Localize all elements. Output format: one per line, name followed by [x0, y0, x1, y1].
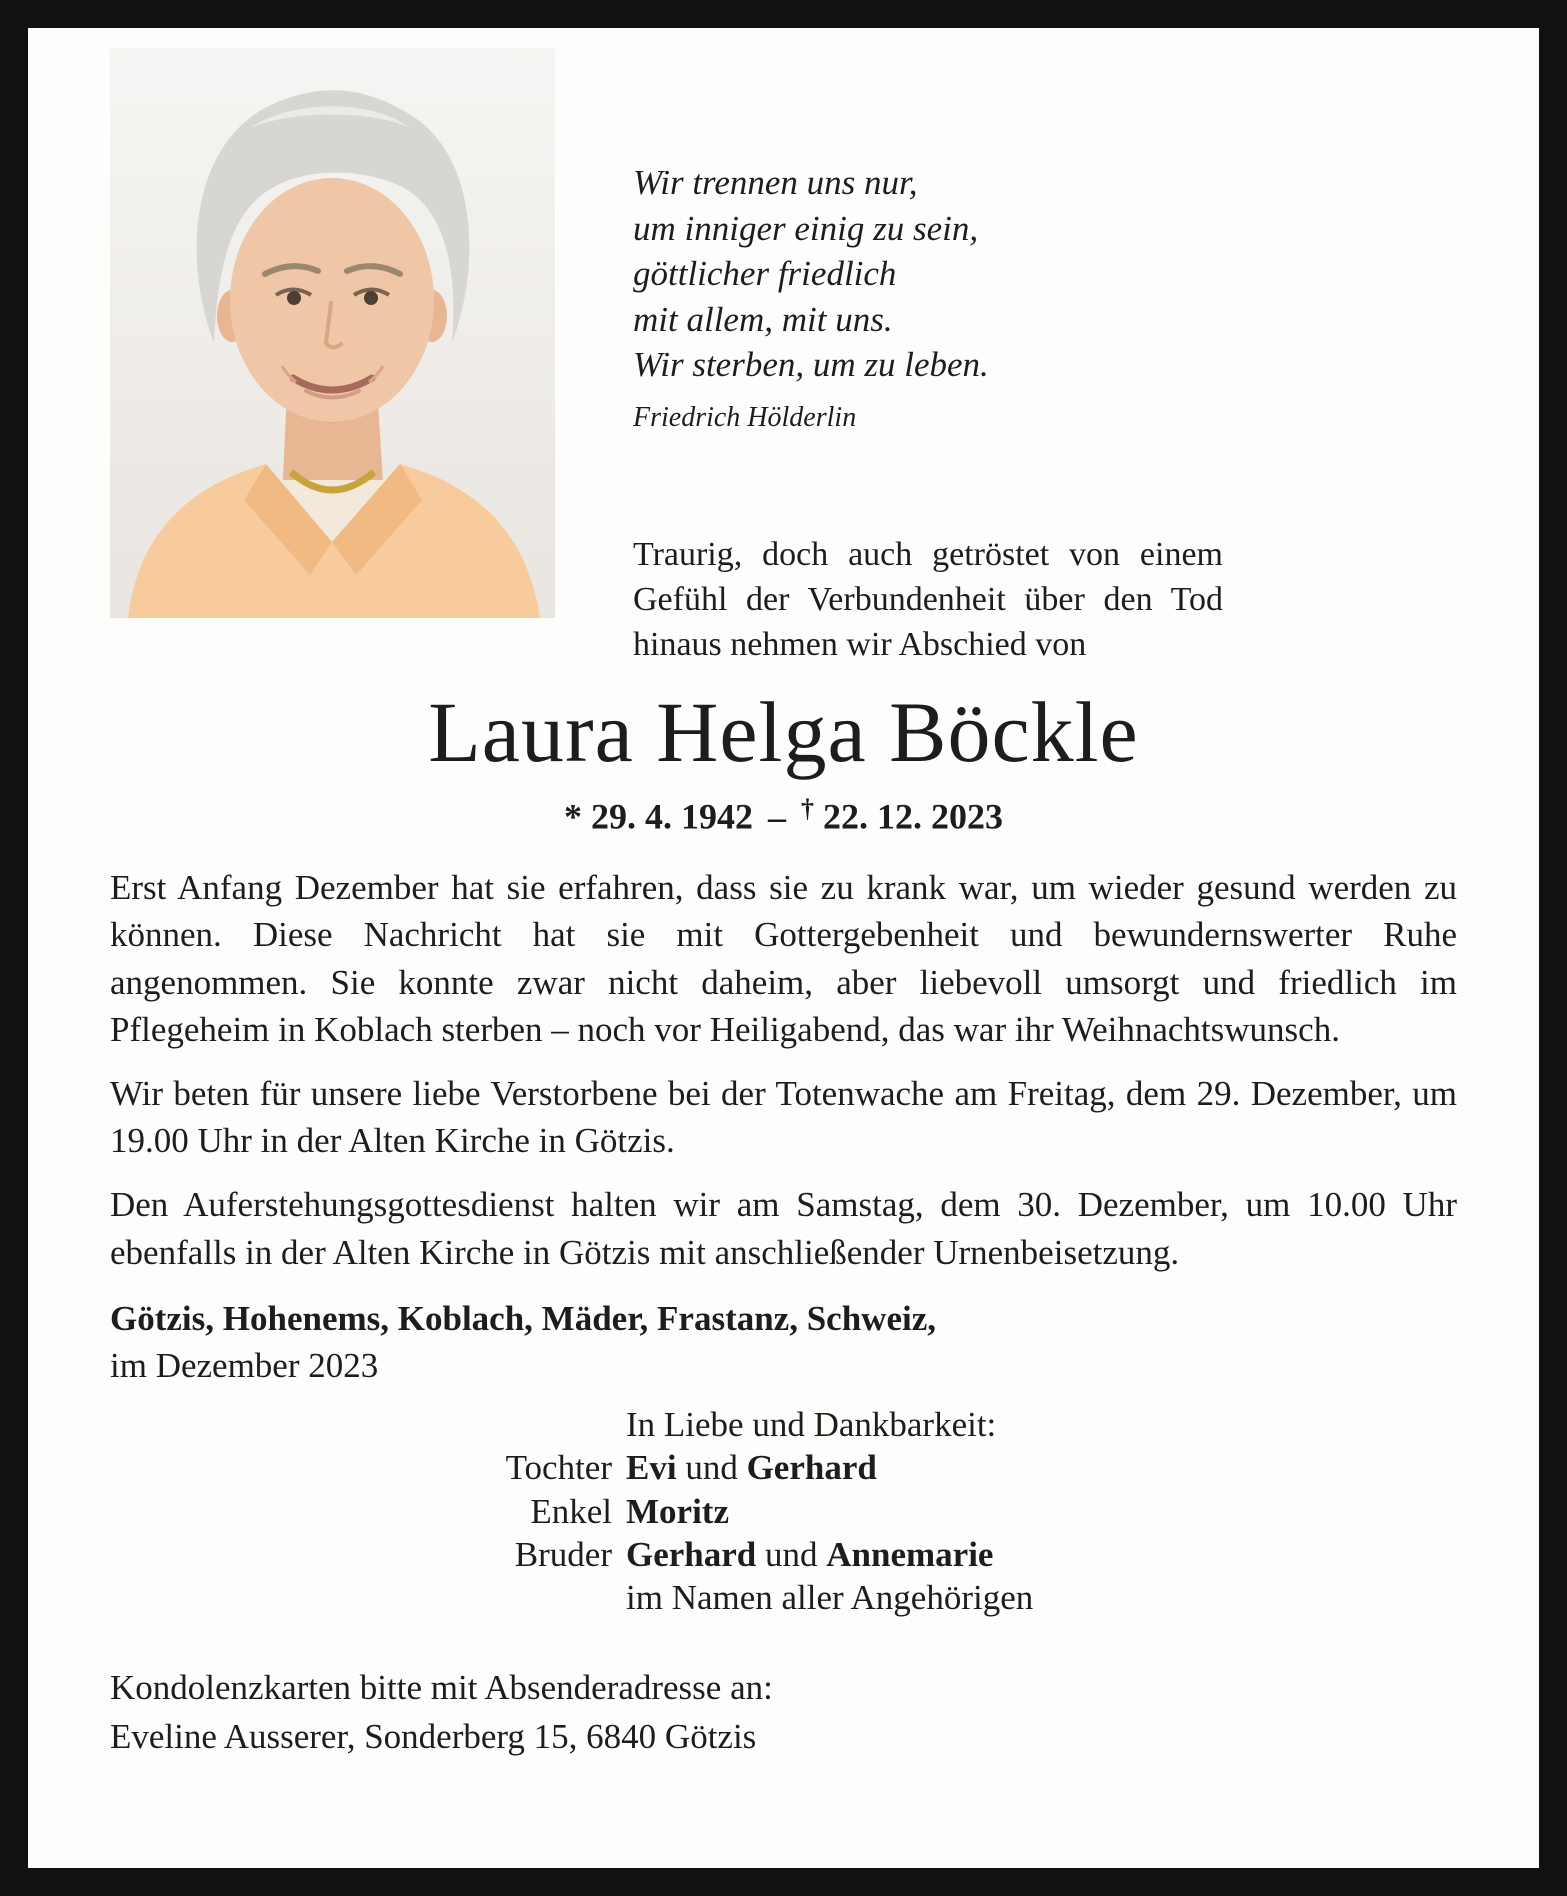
born-symbol: *	[564, 796, 583, 837]
condolence-address: Eveline Ausserer, Sonderberg 15, 6840 Götzis	[110, 1717, 757, 1757]
wake-paragraph: Wir beten für unsere liebe Verstorbene bei der Totenwache am Freitag, dem 29. Dezember, um 19.00 Uhr in der Alten Kirche in Götzis.	[110, 1073, 1457, 1161]
dates-separator: –	[768, 796, 787, 837]
family-section	[110, 1404, 1457, 1618]
relation-label-empty	[110, 1577, 612, 1618]
relation-label: Tochter	[505, 1448, 612, 1488]
family-footer: im Namen aller Angehörigen	[626, 1578, 1034, 1618]
family-name: Evi	[626, 1448, 677, 1488]
obituary-paragraph: Erst Anfang Dezember hat sie erfahren, dass sie zu krank war, um wieder gesund werden zu können. Diese Nachricht hat sie mit Gottergebenheit und bewundernswerter Ruhe angenommen. Sie konnte zwar nicht daheim, aber liebevoll umsorgt und friedlich im Pflegeheim in Koblach sterben – noch vor Heiligabend, das war ihr Weihnachtswunsch.	[110, 867, 1457, 1050]
date-line: im Dezember 2023	[110, 1346, 379, 1386]
condolence-note	[110, 1663, 1457, 1762]
family-name: Gerhard	[746, 1448, 877, 1488]
relation-label: Enkel	[530, 1491, 612, 1531]
poem-line: um inniger einig zu sein,	[633, 208, 979, 248]
family-name: Gerhard	[626, 1534, 757, 1574]
relation-label: Bruder	[514, 1534, 612, 1574]
life-dates	[110, 794, 1457, 838]
places-line: Götzis, Hohenems, Koblach, Mäder, Frastanz, Schweiz,	[110, 1299, 937, 1339]
relation-label-empty	[110, 1404, 612, 1445]
condolence-request: Kondolenzkarten bitte mit Absenderadresse an:	[110, 1667, 773, 1707]
family-name: Annemarie	[826, 1534, 994, 1574]
poem	[633, 160, 1223, 436]
relation-names	[626, 1491, 1457, 1532]
relation-names	[626, 1534, 1457, 1575]
portrait-illustration	[110, 48, 555, 618]
conjunction: und	[685, 1448, 738, 1488]
portrait-photo	[110, 48, 555, 618]
poem-author: Friedrich Hölderlin	[633, 401, 857, 433]
poem-line: göttlicher friedlich	[633, 254, 897, 293]
deceased-name: Laura Helga Böckle	[428, 683, 1139, 780]
died-symbol: †	[801, 793, 814, 823]
poem-line: Wir sterben, um zu leben.	[633, 345, 989, 384]
relation-names	[626, 1447, 1457, 1488]
birth-date: 29. 4. 1942	[591, 796, 754, 837]
obituary-sheet	[28, 28, 1539, 1868]
right-column	[633, 48, 1223, 668]
intro-text: Traurig, doch auch getröstet von einem Gefühl der Verbundenheit über den Tod hinaus nehmen wir Abschied von	[633, 535, 1223, 664]
funeral-paragraph: Den Auferstehungsgottesdienst halten wir am Samstag, dem 30. Dezember, um 10.00 Uhr ebenfalls in der Alten Kirche in Götzis mit anschließender Urnenbeisetzung.	[110, 1185, 1457, 1272]
poem-line: Wir trennen uns nur,	[633, 163, 918, 202]
family-name: Moritz	[626, 1491, 729, 1531]
poem-line: mit allem, mit uns.	[633, 299, 893, 339]
gratitude-heading: In Liebe und Dankbarkeit:	[626, 1405, 997, 1445]
top-section	[110, 48, 1457, 668]
death-date: 22. 12. 2023	[822, 796, 1003, 837]
conjunction: und	[765, 1534, 818, 1574]
